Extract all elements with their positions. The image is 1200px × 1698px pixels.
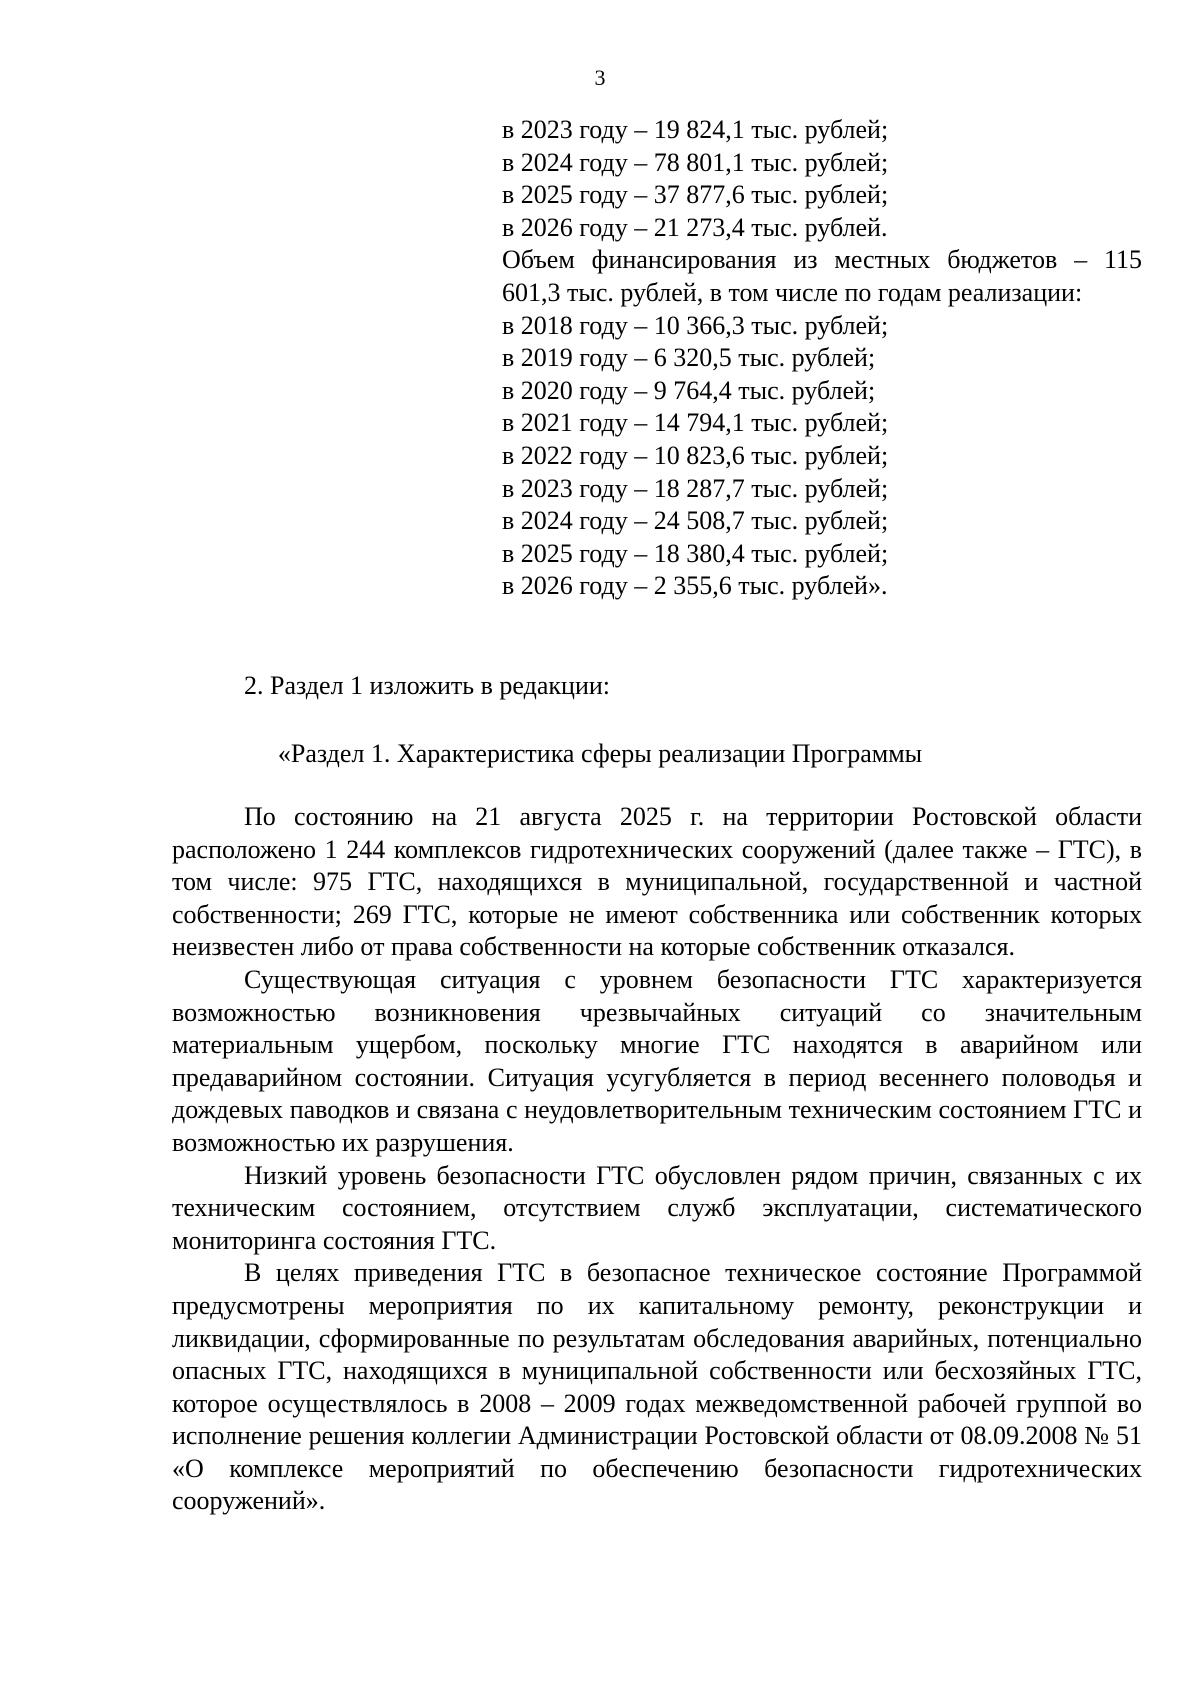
financing-line: в 2024 году – 78 801,1 тыс. рублей; bbox=[502, 147, 889, 177]
body-paragraph: Существующая ситуация с уровнем безопасности ГТС характеризуется возможностью возникновения чрезвычайных ситуаций со значительным материальным ущербом, поскольку многие ГТС находятся в аварийном или предаварийном состоянии. Ситуация усугубляется в период весеннего половодья и дождевых паводков и связана с неудовлетворительным техническим состоянием ГТС и возможностью их разрушения. bbox=[172, 964, 1142, 1157]
financing-line: в 2025 году – 37 877,6 тыс. рублей; bbox=[502, 180, 889, 210]
section-body bbox=[172, 801, 1142, 1518]
local-budget-line: в 2018 году – 10 366,3 тыс. рублей; bbox=[502, 310, 889, 340]
local-budget-line: в 2022 году – 10 823,6 тыс. рублей; bbox=[502, 440, 889, 470]
body-paragraph: В целях приведения ГТС в безопасное техническое состояние Программой предусмотрены мероприятия по их капитальному ремонту, реконструкции и ликвидации, сформированные по результатам обследования аварийных, потенциально опасных ГТС, находящихся в муниципальной собственности или бесхозяйных ГТС, которое осуществлялось в 2008 – 2009 годах межведомственной рабочей группой во исполнение решения коллегии Администрации Ростовской области от 08.09.2008 № 51 «О комплексе мероприятий по обеспечению безопасности гидротехнических сооружений». bbox=[172, 1258, 1142, 1516]
local-budget-line: в 2019 году – 6 320,5 тыс. рублей; bbox=[502, 343, 876, 373]
local-budget-line: в 2023 году – 18 287,7 тыс. рублей; bbox=[502, 473, 889, 503]
local-budget-line: в 2020 году – 9 764,4 тыс. рублей; bbox=[502, 375, 876, 405]
body-paragraph: Низкий уровень безопасности ГТС обусловлен рядом причин, связанных с их техническим состоянием, отсутствием служб эксплуатации, систематического мониторинга состояния ГТС. bbox=[172, 1160, 1142, 1255]
local-budget-line: в 2025 году – 18 380,4 тыс. рублей; bbox=[502, 538, 889, 568]
financing-block bbox=[502, 114, 1142, 603]
page-number: 3 bbox=[594, 65, 606, 90]
section-title: «Раздел 1. Характеристика сферы реализации Программы bbox=[277, 739, 923, 768]
item-2-instruction: 2. Раздел 1 изложить в редакции: bbox=[244, 671, 610, 700]
financing-line: в 2023 году – 19 824,1 тыс. рублей; bbox=[502, 115, 889, 144]
local-budget-paragraph: Объем финансирования из местных бюджетов – 115 601,3 тыс. рублей, в том числе по годам реализации: bbox=[502, 245, 1142, 307]
financing-line: в 2026 году – 21 273,4 тыс. рублей. bbox=[502, 212, 888, 242]
local-budget-line: в 2021 году – 14 794,1 тыс. рублей; bbox=[502, 408, 889, 438]
local-budget-line: в 2024 году – 24 508,7 тыс. рублей; bbox=[502, 506, 889, 536]
body-paragraph: По состоянию на 21 августа 2025 г. на территории Ростовской области расположено 1 244 комплексов гидротехнических сооружений (далее также – ГТС), в том числе: 975 ГТС, находящихся в муниципальной, государственной и частной собственности; 269 ГТС, которые не имеют собственника или собственник которых неизвестен либо от права собственности на которые собственник отказался. bbox=[172, 802, 1142, 962]
local-budget-line: в 2026 году – 2 355,6 тыс. рублей». bbox=[502, 571, 888, 601]
